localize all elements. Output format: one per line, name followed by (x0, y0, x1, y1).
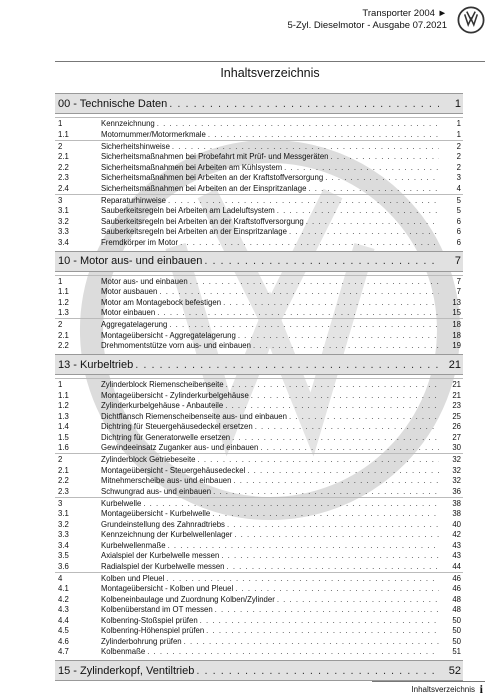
toc-number: 1 (58, 276, 63, 286)
toc-leader-dots (155, 119, 439, 128)
toc-label: Motor einbauen (101, 308, 156, 318)
toc-leader-dots (202, 255, 439, 267)
toc-number: 4.1 (58, 584, 69, 594)
toc-page-number: 1 (454, 97, 461, 110)
toc-page-number: 5 (456, 206, 461, 216)
toc-number: 2.2 (58, 476, 69, 486)
toc-item[interactable] (55, 287, 463, 298)
toc-leader-dots (194, 665, 439, 677)
toc-item[interactable] (55, 443, 463, 454)
toc-leader-dots (204, 626, 439, 635)
toc-number: 3 (58, 195, 63, 205)
header-divider (55, 61, 485, 62)
toc-leader-dots (233, 584, 439, 593)
toc-page-number: 26 (452, 422, 461, 432)
toc-label: Aggregatelagerung (101, 320, 168, 329)
toc-leader-dots (210, 509, 439, 518)
page-title: Inhaltsverzeichnis (220, 66, 320, 80)
toc-label: Gewindeeinsatz Zuganker aus- und einbauen (101, 443, 259, 453)
toc-leader-dots (258, 443, 439, 452)
toc-page-number: 1 (456, 129, 461, 139)
toc-item[interactable] (55, 540, 463, 551)
toc-page-number: 38 (452, 498, 461, 508)
toc-leader-dots (231, 476, 439, 485)
toc-page-number: 46 (452, 584, 461, 594)
toc-section[interactable] (55, 275, 463, 287)
toc-leader-dots (166, 196, 439, 205)
toc-item[interactable] (55, 237, 463, 248)
toc-number: 2 (58, 141, 63, 151)
toc-chapter[interactable] (55, 93, 463, 114)
toc-label: Motornummer/Motormerkmale (101, 129, 206, 139)
toc-leader-dots (219, 551, 439, 560)
toc-label: Sauberkeitsregeln bei Arbeiten an der Einspritzanlage (101, 227, 287, 237)
toc-number: 2.1 (58, 330, 69, 340)
toc-leader-dots (329, 152, 439, 161)
toc-number: 3.6 (58, 561, 69, 571)
toc-label: Montageübersicht - Aggregatelagerung (101, 330, 236, 340)
toc-label: Dichtring für Generatorwelle ersetzen (101, 432, 231, 442)
toc-page-number: 50 (452, 636, 461, 646)
toc-chapter[interactable] (55, 354, 463, 375)
toc-page-number: 32 (452, 455, 461, 464)
toc-number: 4.5 (58, 626, 69, 636)
toc-leader-dots (141, 499, 439, 508)
toc-label: Sicherheitsmaßnahmen bei Arbeiten an der Einspritzanlage (101, 183, 307, 193)
toc-item[interactable] (55, 465, 463, 476)
toc-number: 2.2 (58, 341, 69, 351)
toc-leader-dots (206, 130, 439, 139)
toc-number: 2 (58, 320, 63, 329)
vehicle-model: Transporter 2004 (362, 8, 435, 19)
toc-leader-dots (164, 574, 439, 583)
toc-number: 1.3 (58, 411, 69, 421)
toc-number: 3.1 (58, 206, 69, 216)
toc-label: Sicherheitsmaßnahmen bei Arbeiten am Kühlsystem (101, 162, 283, 172)
toc-item[interactable] (55, 594, 463, 605)
toc-leader-dots (182, 637, 439, 646)
toc-label: Drehmomentstütze vorn aus- und einbauen (101, 341, 251, 351)
toc-leader-dots (211, 487, 439, 496)
toc-item[interactable] (55, 330, 463, 341)
toc-page-number: 30 (452, 443, 461, 453)
toc-number: 3.2 (58, 519, 69, 529)
toc-leader-dots (166, 541, 439, 550)
toc-label: Fremdkörper im Motor (101, 237, 179, 247)
toc-section[interactable] (55, 140, 463, 152)
toc-section[interactable] (55, 497, 463, 509)
toc-item[interactable] (55, 476, 463, 487)
toc-label: Motor ausbauen (101, 287, 158, 297)
toc-page-number: 52 (448, 664, 461, 677)
toc-number: 4 (58, 573, 63, 583)
toc-label: Radialspiel der Kurbelwelle messen (101, 561, 225, 571)
toc-leader-dots (287, 412, 439, 421)
toc-chapter[interactable] (55, 251, 463, 272)
toc-page-number: 43 (452, 540, 461, 550)
toc-label: Sicherheitshinweise (101, 141, 170, 151)
toc-item[interactable] (55, 162, 463, 173)
toc-page-number: 21 (452, 380, 461, 389)
toc-label: Kolben und Pleuel (101, 573, 165, 583)
toc-label: Axialspiel der Kurbelwelle messen (101, 551, 220, 561)
toc-leader-dots (225, 520, 439, 529)
toc-page-number: 50 (452, 626, 461, 636)
toc-page-number: 4 (456, 183, 461, 193)
toc-item[interactable] (55, 308, 463, 319)
toc-item[interactable] (55, 605, 463, 616)
toc-label: Zylinderblock Getriebeseite (101, 455, 196, 464)
toc-item[interactable] (55, 615, 463, 626)
toc-item[interactable] (55, 183, 463, 194)
toc-number: 1.5 (58, 432, 69, 442)
toc-number: 3 (58, 498, 63, 508)
toc-page-number: 50 (452, 615, 461, 625)
toc-leader-dots (133, 359, 439, 371)
toc-leader-dots (245, 466, 439, 475)
toc-page-number: 48 (452, 605, 461, 615)
toc-item[interactable] (55, 216, 463, 227)
toc-number: 1.1 (58, 129, 69, 139)
toc-item[interactable] (55, 401, 463, 412)
toc-section[interactable] (55, 453, 463, 465)
toc-label: Sauberkeitsregeln bei Arbeiten an der Kraftstoffversorgung (101, 216, 304, 226)
toc-leader-dots (282, 163, 439, 172)
toc-number: 1.2 (58, 297, 69, 307)
toc-leader-dots (157, 287, 439, 296)
toc-label: Schwungrad aus- und einbauen (101, 486, 212, 496)
toc-leader-dots (251, 341, 439, 350)
footer-label: Inhaltsverzeichnis (411, 685, 475, 694)
engine-edition: 5-Zyl. Dieselmotor - Ausgabe 07.2021 (287, 20, 447, 31)
toc-label: Kolbenüberstand im OT messen (101, 605, 213, 615)
toc-label: Kolbeneinbaulage und Zuordnung Kolben/Zylinder (101, 594, 275, 604)
toc-number: 3.4 (58, 540, 69, 550)
toc-number: 2.1 (58, 465, 69, 475)
toc-number: 2 (58, 455, 63, 464)
toc-item[interactable] (55, 297, 463, 308)
toc-number: 1.1 (58, 287, 69, 297)
toc-chapter[interactable] (55, 660, 463, 681)
toc-number: 4.3 (58, 605, 69, 615)
toc-label: Montageübersicht - Kolben und Pleuel (101, 584, 234, 594)
toc-number: 3.3 (58, 227, 69, 237)
footer-divider (372, 681, 485, 682)
toc-item[interactable] (55, 173, 463, 184)
toc-number: 3.3 (58, 530, 69, 540)
toc-leader-dots (167, 320, 439, 329)
toc-number: 4.4 (58, 615, 69, 625)
toc-leader-dots (178, 238, 439, 247)
toc-leader-dots (195, 455, 439, 464)
toc-number: 2.1 (58, 152, 69, 162)
toc-label: 10 - Motor aus- und einbauen (58, 255, 203, 267)
toc-label: Motor am Montagebock befestigen (101, 297, 222, 307)
document-header (288, 8, 447, 32)
toc-leader-dots (230, 433, 439, 442)
toc-label: Kennzeichnung der Kurbelwellenlager (101, 530, 233, 540)
toc-number: 1.4 (58, 422, 69, 432)
toc-page-number: 7 (456, 287, 461, 297)
toc-number: 4.6 (58, 636, 69, 646)
toc-label: Sicherheitsmaßnahmen bei Arbeiten an der Kraftstoffversorgung (101, 173, 324, 183)
table-of-contents (55, 93, 463, 684)
toc-leader-dots (306, 184, 439, 193)
toc-page-number: 32 (452, 476, 461, 486)
vw-logo-icon (457, 6, 485, 34)
toc-label: Montageübersicht - Zylinderkurbelgehäuse (101, 390, 249, 400)
toc-label: Dichtflansch Riemenscheibenseite aus- und einbauen (101, 411, 287, 421)
toc-number: 1.2 (58, 401, 69, 411)
toc-label: Sicherheitsmaßnahmen bei Probefahrt mit Prüf- und Messgeräten (101, 152, 329, 162)
toc-item[interactable] (55, 390, 463, 401)
toc-leader-dots (249, 391, 439, 400)
toc-label: Kurbelwelle (101, 498, 142, 508)
toc-label: Sauberkeitsregeln bei Arbeiten am Ladeluftsystem (101, 206, 275, 216)
toc-section[interactable] (55, 378, 463, 390)
toc-item[interactable] (55, 432, 463, 443)
toc-page-number: 13 (452, 297, 461, 307)
toc-item[interactable] (55, 486, 463, 497)
toc-label: Montageübersicht - Steuergehäusedeckel (101, 465, 246, 475)
toc-page-number: 18 (452, 320, 461, 329)
toc-number: 3.2 (58, 216, 69, 226)
toc-label: 15 - Zylinderkopf, Ventiltrieb (58, 664, 195, 677)
toc-number: 3.4 (58, 237, 69, 247)
toc-page-number: 6 (456, 227, 461, 237)
toc-page-number: 27 (452, 432, 461, 442)
toc-label: Reparaturhinweise (101, 195, 167, 205)
toc-page-number: 21 (448, 358, 461, 371)
toc-label: Zylinderbohrung prüfen (101, 636, 182, 646)
toc-page-number: 40 (452, 519, 461, 529)
toc-leader-dots (188, 277, 439, 286)
toc-label: Mitnehmerscheibe aus- und einbauen (101, 476, 232, 486)
toc-page-number: 48 (452, 594, 461, 604)
toc-number: 3.1 (58, 509, 69, 519)
toc-leader-dots (145, 647, 439, 656)
toc-label: Kurbelwellenmaße (101, 540, 166, 550)
toc-page-number: 3 (456, 173, 461, 183)
toc-number: 3.5 (58, 551, 69, 561)
toc-item[interactable] (55, 206, 463, 217)
toc-item[interactable] (55, 561, 463, 572)
toc-item[interactable] (55, 584, 463, 595)
footer-page-number: i (479, 682, 483, 696)
toc-leader-dots (304, 217, 439, 226)
toc-leader-dots (167, 98, 439, 110)
toc-section[interactable] (55, 318, 463, 330)
toc-page-number: 2 (456, 152, 461, 162)
toc-page-number: 18 (452, 330, 461, 340)
toc-section[interactable] (55, 117, 463, 129)
toc-leader-dots (236, 331, 439, 340)
toc-page-number: 2 (456, 162, 461, 172)
toc-label: 13 - Kurbeltrieb (58, 358, 134, 371)
toc-page-number: 6 (456, 237, 461, 247)
toc-leader-dots (198, 616, 439, 625)
toc-label: Motor aus- und einbauen (101, 276, 188, 286)
toc-page-number: 7 (456, 276, 461, 286)
toc-label: Montageübersicht - Kurbelwelle (101, 509, 211, 519)
toc-item[interactable] (55, 152, 463, 163)
toc-page-number: 6 (456, 216, 461, 226)
toc-page-number: 44 (452, 561, 461, 571)
toc-page-number: 5 (456, 195, 461, 205)
toc-leader-dots (275, 595, 439, 604)
toc-section[interactable] (55, 572, 463, 584)
toc-number: 1.6 (58, 443, 69, 453)
toc-leader-dots (223, 401, 439, 410)
toc-label: Zylinderblock Riemenscheibenseite (101, 380, 224, 389)
toc-number: 1 (58, 380, 63, 389)
toc-leader-dots (221, 298, 439, 307)
toc-label: Dichtring für Steuergehäusedeckel ersetzen (101, 422, 253, 432)
toc-label: Kolbenring-Höhenspiel prüfen (101, 626, 205, 636)
toc-item[interactable] (55, 129, 463, 140)
toc-item[interactable] (55, 422, 463, 433)
toc-item[interactable] (55, 636, 463, 647)
toc-leader-dots (224, 380, 439, 389)
toc-leader-dots (155, 308, 439, 317)
toc-item[interactable] (55, 341, 463, 352)
toc-item[interactable] (55, 509, 463, 520)
toc-label: 00 - Technische Daten (58, 97, 168, 110)
toc-page-number: 36 (452, 486, 461, 496)
toc-leader-dots (275, 206, 439, 215)
toc-label: Grundeinstellung des Zahnradtriebs (101, 519, 225, 529)
toc-leader-dots (225, 562, 439, 571)
toc-leader-dots (253, 422, 439, 431)
toc-item[interactable] (55, 411, 463, 422)
toc-number: 1.1 (58, 390, 69, 400)
arrow-icon: ► (437, 8, 447, 19)
toc-item[interactable] (55, 551, 463, 562)
toc-page-number: 32 (452, 465, 461, 475)
toc-item[interactable] (55, 530, 463, 541)
toc-item[interactable] (55, 227, 463, 238)
toc-page-number: 19 (452, 341, 461, 351)
toc-page-number: 23 (452, 401, 461, 411)
toc-label: Kolbenmaße (101, 647, 146, 657)
toc-page-number: 51 (452, 647, 461, 657)
toc-page-number: 7 (454, 255, 461, 267)
toc-item[interactable] (55, 647, 463, 658)
toc-page-number: 42 (452, 530, 461, 540)
toc-label: Kolbenring-Stoßspiel prüfen (101, 615, 198, 625)
toc-page-number: 21 (452, 390, 461, 400)
toc-number: 1.3 (58, 308, 69, 318)
toc-item[interactable] (55, 519, 463, 530)
toc-item[interactable] (55, 626, 463, 637)
toc-page-number: 1 (456, 119, 461, 128)
toc-leader-dots (170, 142, 439, 151)
toc-page-number: 38 (452, 509, 461, 519)
toc-page-number: 43 (452, 551, 461, 561)
toc-number: 2.3 (58, 173, 69, 183)
toc-number: 4.2 (58, 594, 69, 604)
toc-label: Kennzeichnung (101, 119, 155, 128)
toc-leader-dots (213, 605, 439, 614)
toc-leader-dots (323, 173, 439, 182)
toc-section[interactable] (55, 194, 463, 206)
toc-page-number: 15 (452, 308, 461, 318)
toc-leader-dots (232, 530, 439, 539)
toc-number: 2.2 (58, 162, 69, 172)
toc-number: 2.3 (58, 486, 69, 496)
toc-page-number: 2 (456, 141, 461, 151)
toc-number: 4.7 (58, 647, 69, 657)
toc-page-number: 46 (452, 573, 461, 583)
toc-label: Zylinderkurbelgehäuse - Anbauteile (101, 401, 224, 411)
toc-leader-dots (287, 227, 439, 236)
toc-number: 1 (58, 119, 63, 128)
toc-number: 2.4 (58, 183, 69, 193)
toc-page-number: 25 (452, 411, 461, 421)
